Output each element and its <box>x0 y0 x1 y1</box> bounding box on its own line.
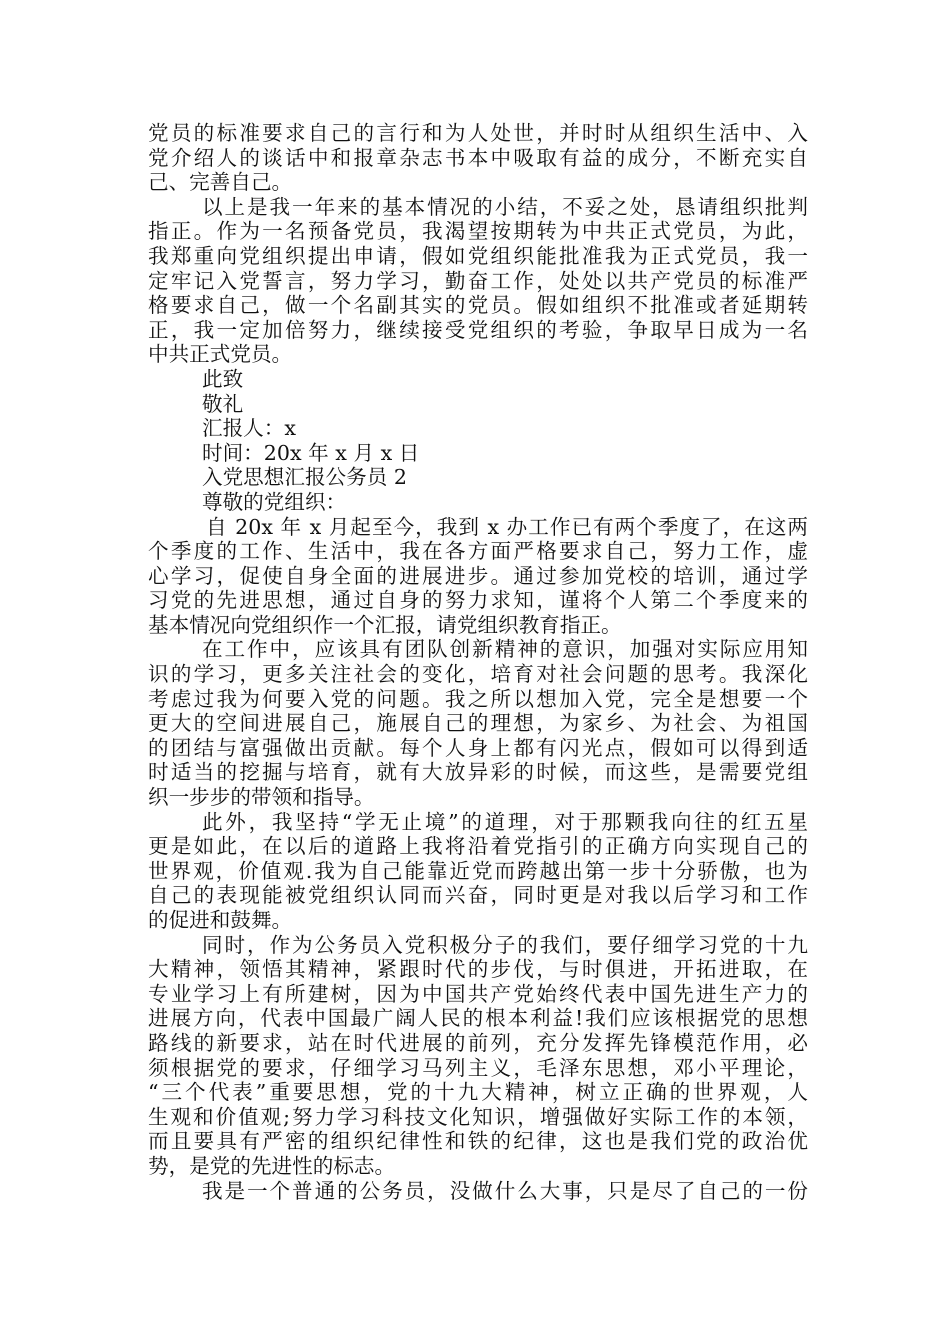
text-line: 进展方向，代表中国最广阔人民的根本利益!我们应该根据党的思想 <box>148 1006 808 1031</box>
text-line: 我是一个普通的公务员，没做什么大事，只是尽了自己的一份 <box>202 1178 808 1203</box>
text-line: 入党思想汇报公务员 2 <box>202 465 407 490</box>
text-line: 自 20x 年 x 月起至今，我到 x 办工作已有两个季度了，在这两 <box>206 514 808 539</box>
text-line: 定牢记入党誓言，努力学习，勤奋工作，处处以共产党员的标准严 <box>148 268 808 293</box>
text-line: 须根据党的要求，仔细学习马列主义，毛泽东思想，邓小平理论， <box>148 1055 808 1080</box>
text-line: 习党的先进思想，通过自身的努力求知，谨将个人第二个季度来的 <box>148 588 808 613</box>
text-line: 专业学习上有所建树，因为中国共产党始终代表中国先进生产力的 <box>148 981 808 1006</box>
text-line: 指正。作为一名预备党员，我渴望按期转为中共正式党员，为此， <box>148 219 808 244</box>
text-line: 的促进和鼓舞。 <box>148 908 293 932</box>
text-line: 大精神，领悟其精神，紧跟时代的步伐，与时俱进，开拓进取，在 <box>148 957 808 982</box>
text-line: “三个代表”重要思想，党的十九大精神，树立正确的世界观，人 <box>148 1080 808 1105</box>
text-line: 中共正式党员。 <box>148 342 293 367</box>
text-line: 考虑过我为何要入党的问题。我之所以想加入党，完全是想要一个 <box>148 686 808 711</box>
text-line: 个季度的工作、生活中，我在各方面严格要求自己，努力工作，虚 <box>148 539 808 564</box>
text-line: 而且要具有严密的组织纪律性和铁的纪律，这也是我们党的政治优 <box>148 1129 808 1154</box>
text-line: 以上是我一年来的基本情况的小结，不妥之处，恳请组织批判 <box>202 194 808 219</box>
text-line: 此外，我坚持“学无止境”的道理，对于那颗我向往的红五星 <box>202 809 808 834</box>
text-line: 正，我一定加倍努力，继续接受党组织的考验，争取早日成为一名 <box>148 317 808 342</box>
text-line: 世界观，价值观.我为自己能靠近党而跨越出第一步十分骄傲，也为 <box>148 858 808 883</box>
text-line: 自己的表现能被党组织认同而兴奋，同时更是对我以后学习和工作 <box>148 883 808 908</box>
text-line: 识的学习，更多关注社会的变化，培育对社会问题的思考。我深化 <box>148 662 808 687</box>
text-line: 敬礼 <box>202 391 244 416</box>
text-line: 路线的新要求，站在时代进展的前列，充分发挥先锋模范作用，必 <box>148 1030 808 1055</box>
text-line: 的团结与富强做出贡献。每个人身上都有闪光点，假如可以得到适 <box>148 735 808 760</box>
text-line: 汇报人：x <box>202 416 296 441</box>
text-line: 己、完善自己。 <box>148 170 293 195</box>
text-line: 基本情况向党组织作一个汇报，请党组织教育指正。 <box>148 612 622 637</box>
text-line: 格要求自己，做一个名副其实的党员。假如组织不批准或者延期转 <box>148 293 808 318</box>
text-line: 在工作中，应该具有团队创新精神的意识，加强对实际应用知 <box>202 637 808 662</box>
text-line: 更是如此，在以后的道路上我将沿着党指引的正确方向实现自己的 <box>148 834 808 859</box>
text-line: 时间：20x 年 x 月 x 日 <box>202 440 420 465</box>
text-line: 织一步步的带领和指导。 <box>148 785 375 810</box>
text-line: 同时，作为公务员入党积极分子的我们，要仔细学习党的十九 <box>202 932 808 957</box>
text-line: 生观和价值观;努力学习科技文化知识，增强做好实际工作的本领， <box>148 1104 808 1129</box>
text-line: 心学习，促使自身全面的进展进步。通过参加党校的培训，通过学 <box>148 563 808 588</box>
text-line: 势，是党的先进性的标志。 <box>148 1153 396 1178</box>
text-line: 更大的空间进展自己，施展自己的理想，为家乡、为社会、为祖国 <box>148 711 808 736</box>
text-line: 我郑重向党组织提出申请，假如党组织能批准我为正式党员，我一 <box>148 243 808 268</box>
text-line: 党介绍人的谈话中和报章杂志书本中吸取有益的成分，不断充实自 <box>148 145 808 170</box>
document-body <box>148 121 808 1203</box>
text-line: 此致 <box>202 366 244 391</box>
text-line: 时适当的挖掘与培育，就有大放异彩的时候，而这些，是需要党组 <box>148 760 808 785</box>
text-line: 尊敬的党组织： <box>202 489 347 514</box>
text-line: 党员的标准要求自己的言行和为人处世，并时时从组织生活中、入 <box>148 121 808 145</box>
